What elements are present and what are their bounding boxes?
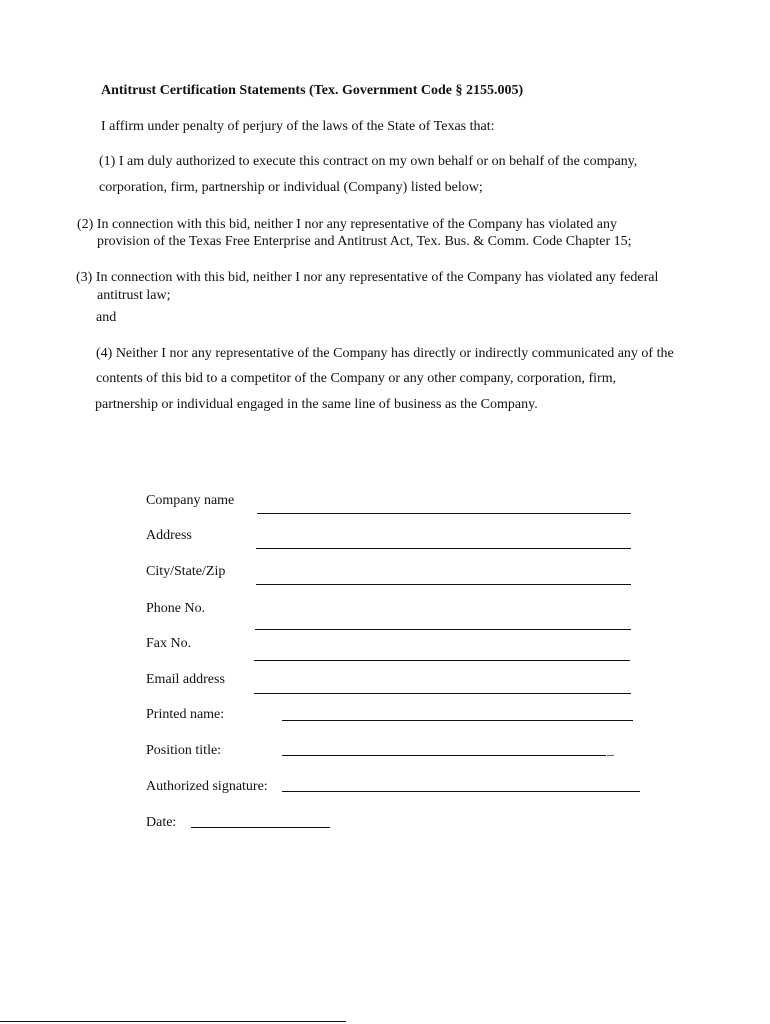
item-1-line-2: corporation, firm, partnership or individual (Company) listed below;: [99, 180, 483, 195]
item-4-line-2: contents of this bid to a competitor of the Company or any other company, corporation, firm,: [96, 371, 617, 386]
city-state-zip-field[interactable]: [256, 584, 631, 585]
address-field[interactable]: [256, 548, 631, 549]
item-4-line-1: (4) Neither I nor any representative of the Company has directly or indirectly communicated any of the: [96, 346, 674, 361]
city-state-zip-label: City/State/Zip: [146, 564, 226, 579]
position-title-label: Position title:: [146, 743, 222, 758]
email-field[interactable]: [254, 693, 631, 694]
item-2-line-2: provision of the Texas Free Enterprise and Antitrust Act, Tex. Bus. & Comm. Code Chapter 15;: [97, 234, 632, 249]
position-title-field[interactable]: [282, 755, 606, 756]
date-field[interactable]: [191, 827, 330, 828]
phone-label: Phone No.: [146, 601, 206, 616]
item-3-line-1: (3) In connection with this bid, neither I nor any representative of the Company has violated any federal: [76, 270, 659, 285]
date-label: Date:: [146, 815, 177, 830]
authorized-signature-field[interactable]: [282, 791, 640, 792]
printed-name-field[interactable]: [282, 720, 633, 721]
company-name-field[interactable]: [257, 513, 631, 514]
address-label: Address: [146, 528, 192, 543]
authorized-signature-label: Authorized signature:: [146, 779, 268, 794]
position-title-suffix: _: [607, 743, 614, 758]
item-3-line-2: antitrust law;: [97, 288, 171, 303]
footnote-separator: [0, 1021, 346, 1022]
phone-field[interactable]: [255, 629, 631, 630]
email-label: Email address: [146, 672, 225, 687]
and-connector: and: [96, 310, 117, 325]
fax-field[interactable]: [254, 660, 630, 661]
affirm-statement: I affirm under penalty of perjury of the laws of the State of Texas that:: [101, 119, 495, 134]
printed-name-label: Printed name:: [146, 707, 225, 722]
item-2-line-1: (2) In connection with this bid, neither I nor any representative of the Company has violated any: [77, 217, 618, 232]
item-4-line-3: partnership or individual engaged in the same line of business as the Company.: [95, 397, 538, 412]
company-name-label: Company name: [146, 493, 235, 508]
document-title: Antitrust Certification Statements (Tex. Government Code § 2155.005): [101, 83, 524, 98]
item-1-line-1: (1) I am duly authorized to execute this contract on my own behalf or on behalf of the company,: [99, 154, 638, 169]
fax-label: Fax No.: [146, 636, 192, 651]
